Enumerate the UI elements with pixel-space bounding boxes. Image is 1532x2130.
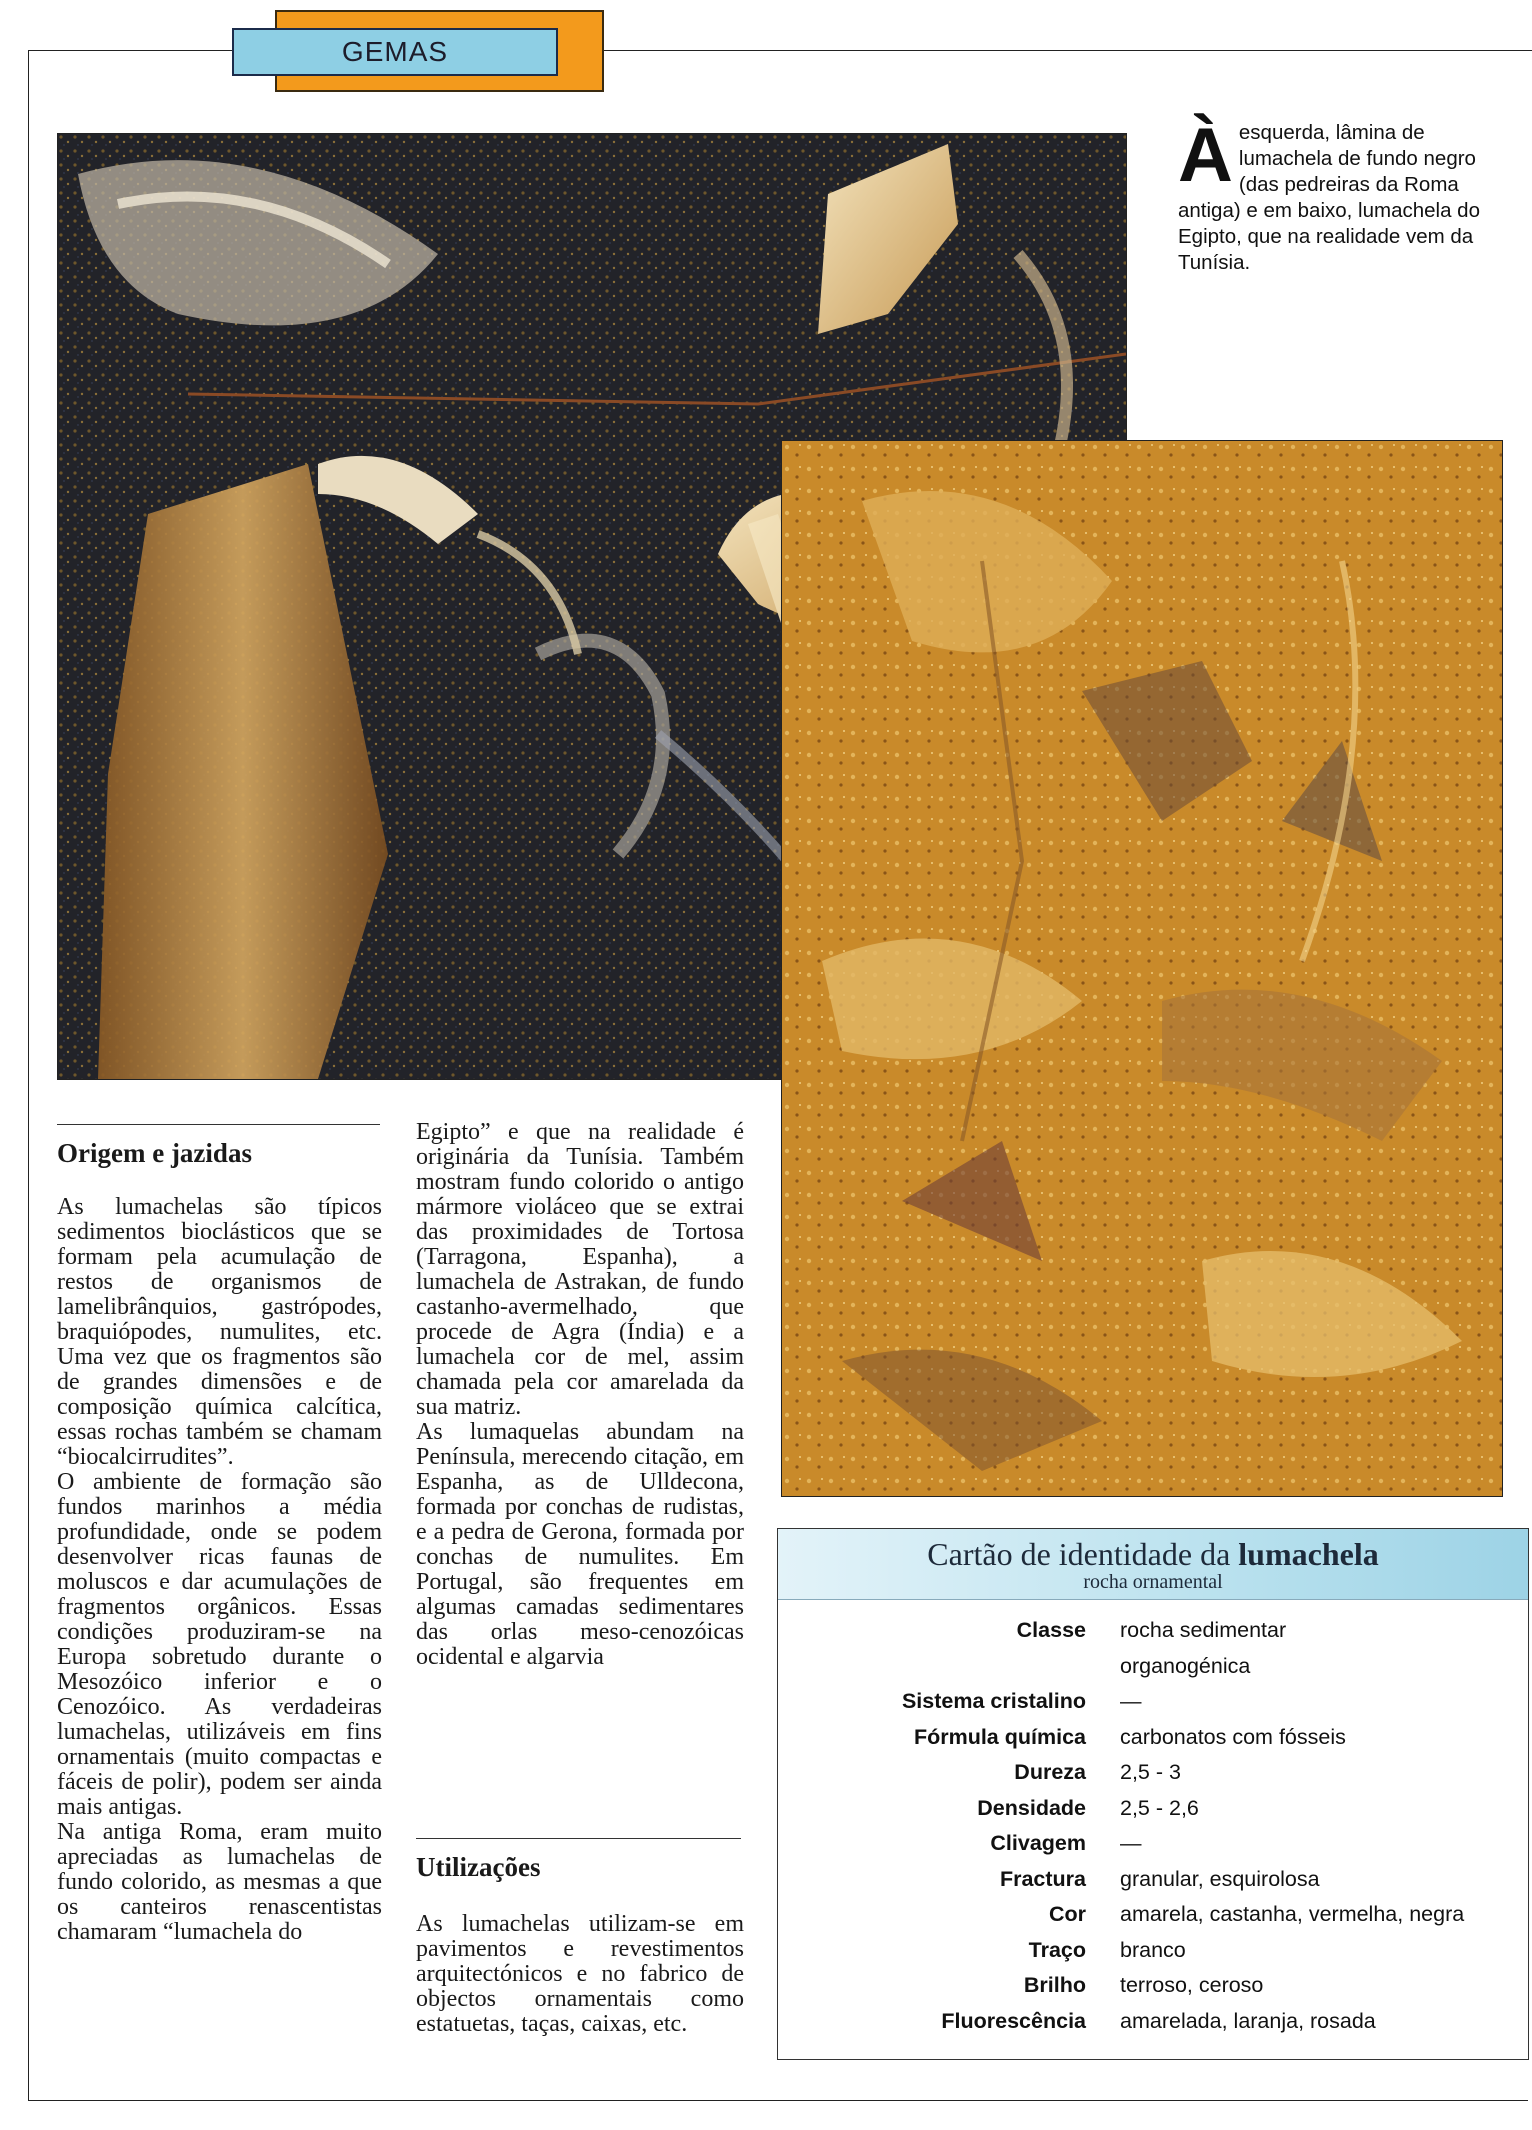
section-title-origem: Origem e jazidas <box>57 1138 252 1168</box>
property-label: Classe <box>1016 1618 1086 1642</box>
property-row <box>778 1933 1528 1969</box>
column-middle <box>416 1120 744 1670</box>
caption-drop-cap: À <box>1178 113 1233 198</box>
property-label: Fluorescência <box>941 2008 1086 2033</box>
property-row <box>778 1897 1528 1933</box>
section-tab <box>232 28 558 76</box>
paragraph: As lumaquelas abundam na Península, merecendo citação, em Espanha, as de Ulldecona, formada por conchas de rudistas, e a pedra de Gerona, formada por conchas de numulites. Em Portugal, são frequentes em algumas camadas sedimentares das orlas meso-cenozóicas ocidental e algarvia <box>416 1419 744 1670</box>
card-title-prefix: Cartão de identidade da <box>927 1536 1231 1572</box>
page-frame-bottom-rule <box>28 2100 1528 2101</box>
property-row <box>778 1968 1528 2004</box>
property-value: rocha sedimentar <box>1120 1618 1287 1642</box>
card-title-bold: lumachela <box>1238 1536 1379 1572</box>
identity-card-subtitle: rocha ornamental <box>1083 1571 1223 1593</box>
section-rule-origem <box>57 1124 380 1125</box>
property-value: terroso, ceroso <box>1120 1973 1264 1997</box>
section-title-utilizacoes: Utilizações <box>416 1852 541 1882</box>
property-value: — <box>1120 1689 1142 1713</box>
property-value: branco <box>1120 1937 1186 1962</box>
property-label: Brilho <box>1023 1973 1086 1997</box>
identity-card <box>777 1528 1529 2060</box>
property-value: amarelada, laranja, rosada <box>1120 2008 1376 2033</box>
property-row <box>778 1791 1528 1827</box>
property-label: Densidade <box>977 1795 1086 1820</box>
identity-card-header <box>778 1529 1528 1600</box>
property-value: amarela, castanha, vermelha, negra <box>1120 1902 1465 1926</box>
property-label: Traço <box>1028 1937 1086 1962</box>
section-label: GEMAS <box>341 36 449 67</box>
property-row <box>778 1684 1528 1720</box>
property-value: carbonatos com fósseis <box>1120 1724 1346 1749</box>
property-label: Fórmula química <box>913 1724 1086 1749</box>
property-value: granular, esquirolosa <box>1120 1866 1320 1891</box>
property-row <box>778 1755 1528 1791</box>
utilizacoes-text <box>416 1912 744 2037</box>
property-value: — <box>1120 1831 1142 1855</box>
property-row <box>778 1649 1528 1685</box>
paragraph: O ambiente de formação são fundos marinhos a média profundidade, onde se podem desenvolver ricas faunas de moluscos e dar acumulações de fragmentos orgânicos. Essas condições produziram-se na Europa sobretudo durante o Mesozóico inferior e o Cenozóico. As verdadeiras lumachelas, utilizáveis em fins ornamentais (muito compactas e fáceis de polir), podem ser ainda mais antigas. <box>57 1469 382 1820</box>
photo-caption <box>1178 113 1508 276</box>
paragraph: As lumachelas são típicos sedimentos bioclásticos que se formam pela acumulação de restos de organismos de lamelibrânquios, gastrópodes, braquiópodes, numulites, etc. Uma vez que os fragmentos são de grandes dimensões e de composição química calcítica, essas rochas também se chamam “biocalcirrudites”. <box>57 1194 382 1470</box>
caption-text: esquerda, lâmina de lumachela de fundo negro (das pedreiras da Roma antiga) e em baixo, lumachela do Egipto, que na realidade vem da Tunísia. <box>1178 121 1480 274</box>
property-label: Fractura <box>999 1866 1086 1891</box>
identity-card-title <box>778 1529 1528 1573</box>
property-label: Clivagem <box>990 1831 1086 1855</box>
property-row <box>778 1862 1528 1898</box>
paragraph: Na antiga Roma, eram muito apreciadas as lumachelas de fundo colorido, as mesmas a que os canteiros renascentistas chamaram “lumachela do <box>57 1819 382 1945</box>
paragraph: Egipto” e que na realidade é originária da Tunísia. Também mostram fundo colorido o antigo mármore violáceo que se extrai das proximidades de Tortosa (Tarragona, Espanha), a lumachela de Astrakan, de fundo castanho-avermelhado, que procede de Agra (Índia) e a lumachela cor de mel, assim chamada pela cor amarelada da sua matriz. <box>416 1119 744 1420</box>
paragraph: As lumachelas utilizam-se em pavimentos e revestimentos arquitectónicos e no fabrico de objectos ornamentais como estatuetas, taças, caixas, etc. <box>416 1911 744 2037</box>
page-frame-left-rule <box>28 50 29 2100</box>
property-list <box>778 1613 1528 2039</box>
property-row <box>778 1613 1528 1649</box>
property-label: Dureza <box>1014 1760 1086 1784</box>
section-rule-utilizacoes <box>416 1838 741 1839</box>
property-label: Cor <box>1048 1902 1086 1926</box>
column-left <box>57 1195 382 1945</box>
property-row <box>778 1720 1528 1756</box>
property-row <box>778 2004 1528 2040</box>
property-value: 2,5 - 2,6 <box>1120 1795 1199 1820</box>
property-label <box>778 1649 1086 1685</box>
property-row <box>778 1826 1528 1862</box>
property-value: 2,5 - 3 <box>1120 1760 1181 1784</box>
property-value: organogénica <box>1120 1653 1251 1678</box>
property-label: Sistema cristalino <box>901 1689 1086 1713</box>
yellow-lumachela-photo <box>781 440 1503 1497</box>
